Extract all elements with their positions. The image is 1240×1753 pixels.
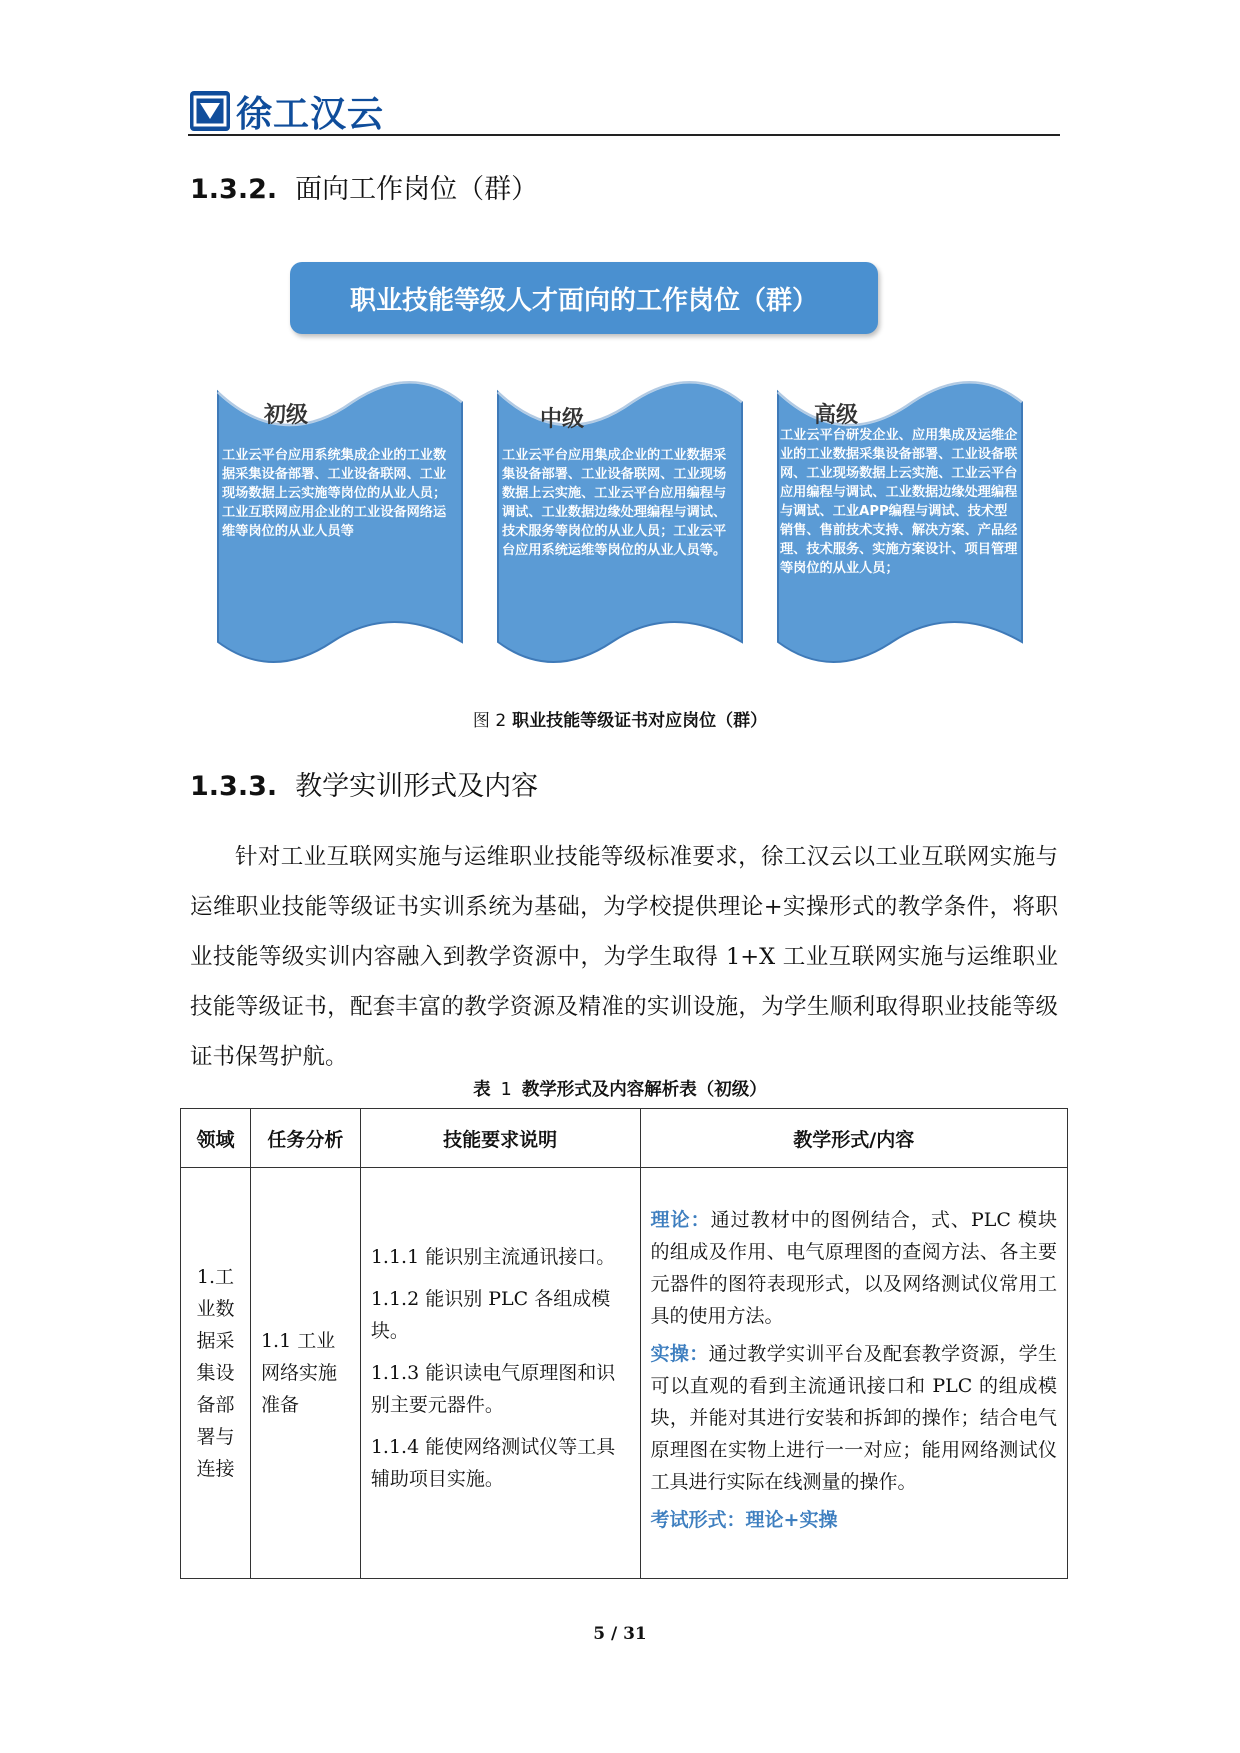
- page-number: 5 / 31: [593, 1624, 647, 1644]
- domain-cell: 1.工业数据采集设备部署与连接: [181, 1168, 251, 1579]
- body-paragraph: 针对工业互联网实施与运维职业技能等级标准要求，徐工汉云以工业互联网实施与运维职业技能等级证书实训系统为基础，为学校提供理论+实操形式的教学条件，将职业技能等级实训内容融入到教学资源中，为学生取得 1+X 工业互联网实施与运维职业技能等级证书，配套丰富的教学资源及精准的实训设施，为学生顺利取得职业技能等级证书保驾护航。: [190, 844, 1058, 1070]
- table-header-cell: 任务分析: [250, 1109, 360, 1168]
- level-card-intermediate: [492, 372, 748, 672]
- level-title: 中级: [540, 407, 585, 432]
- section-heading-1-3-2: [190, 167, 538, 206]
- figure-caption-label: 图 2: [472, 711, 507, 731]
- skill-item: 1.1.4 能使网络测试仪等工具辅助项目实施。: [370, 1436, 616, 1490]
- level-title: 初级: [264, 403, 309, 428]
- skill-item: 1.1.1 能识别主流通讯接口。: [370, 1246, 616, 1268]
- exam-label: 考试形式：: [650, 1509, 746, 1531]
- figure-caption-text: 职业技能等级证书对应岗位（群）: [512, 711, 768, 731]
- section-title: 面向工作岗位（群）: [295, 174, 539, 205]
- figure-caption: [0, 706, 1240, 731]
- theory-text: 通过教材中的图例结合，式、PLC 模块的组成及作用、电气原理图的查阅方法、各主要元器件的图符表现形式，以及网络测试仪常用工具的使用方法。: [650, 1209, 1057, 1327]
- table-header-row: [181, 1109, 1068, 1168]
- level-description: 工业云平台研发企业、应用集成及运维企业的工业数据采集设备部署、工业设备联网、工业现场数据上云实施、工业云平台应用编程与调试、工业数据边缘处理编程与调试、工业APP编程与调试、技术型销售、售前技术支持、解决方案、产品经理、技术服务、实施方案设计、项目管理等岗位的从业人员；: [780, 428, 1018, 576]
- level-card-senior: [772, 372, 1028, 672]
- table-header-cell: 教学形式/内容: [640, 1109, 1067, 1168]
- level-title: 高级: [814, 403, 859, 428]
- exam-paragraph: [651, 1504, 1057, 1536]
- theory-label: 理论：: [650, 1209, 711, 1231]
- section-title: 教学实训形式及内容: [295, 771, 539, 802]
- logo-text: 徐工汉云: [236, 93, 385, 135]
- section-number: 1.3.2.: [190, 174, 278, 205]
- figure-banner: 职业技能等级人才面向的工作岗位（群）: [290, 262, 878, 334]
- skills-cell: [360, 1168, 640, 1579]
- table-caption: [0, 1076, 1240, 1101]
- level-description: 工业云平台应用集成企业的工业数据采集设备部署、工业设备联网、工业现场数据上云实施、工业云平台应用编程与调试、工业数据边缘处理编程与调试、技术服务等岗位的从业人员；工业云平台应用系统运维等岗位的从业人员等。: [502, 448, 727, 558]
- logo-mark-icon: [190, 91, 230, 131]
- skill-item: 1.1.3 能识读电气原理图和识别主要元器件。: [370, 1362, 616, 1416]
- skill-item: 1.1.2 能识别 PLC 各组成模块。: [370, 1288, 611, 1342]
- level-description: 工业云平台应用系统集成企业的工业数据采集设备部署、工业设备联网、工业现场数据上云实施等岗位的从业人员；工业互联网应用企业的工业设备网络运维等岗位的从业人员等: [222, 448, 447, 539]
- table-caption-text: 教学形式及内容解析表（初级）: [521, 1080, 767, 1100]
- table-caption-number: 1: [500, 1080, 512, 1100]
- table-caption-prefix: 表: [473, 1080, 491, 1100]
- teaching-content-cell: [640, 1168, 1067, 1579]
- teaching-table: [180, 1108, 1068, 1579]
- task-cell: 1.1 工业网络实施准备: [250, 1168, 360, 1579]
- practice-paragraph: [651, 1338, 1057, 1498]
- section-heading-1-3-3: [190, 764, 538, 803]
- exam-text: 理论+实操: [745, 1509, 838, 1531]
- practice-label: 实操：: [650, 1343, 709, 1365]
- theory-paragraph: [651, 1204, 1057, 1332]
- practice-text: 通过教学实训平台及配套教学资源，学生可以直观的看到主流通讯接口和 PLC 的组成模块，并能对其进行安装和拆卸的操作；结合电气原理图在实物上进行一一对应；能用网络测试仪工具进行实际在线测量的操作。: [650, 1343, 1057, 1493]
- table-header-cell: 技能要求说明: [360, 1109, 640, 1168]
- level-card-junior: [212, 372, 468, 672]
- section-number: 1.3.3.: [190, 771, 278, 802]
- table-header-cell: 领域: [181, 1109, 251, 1168]
- header-divider: [188, 134, 1060, 136]
- company-logo: [190, 90, 385, 135]
- table-row: [181, 1168, 1068, 1579]
